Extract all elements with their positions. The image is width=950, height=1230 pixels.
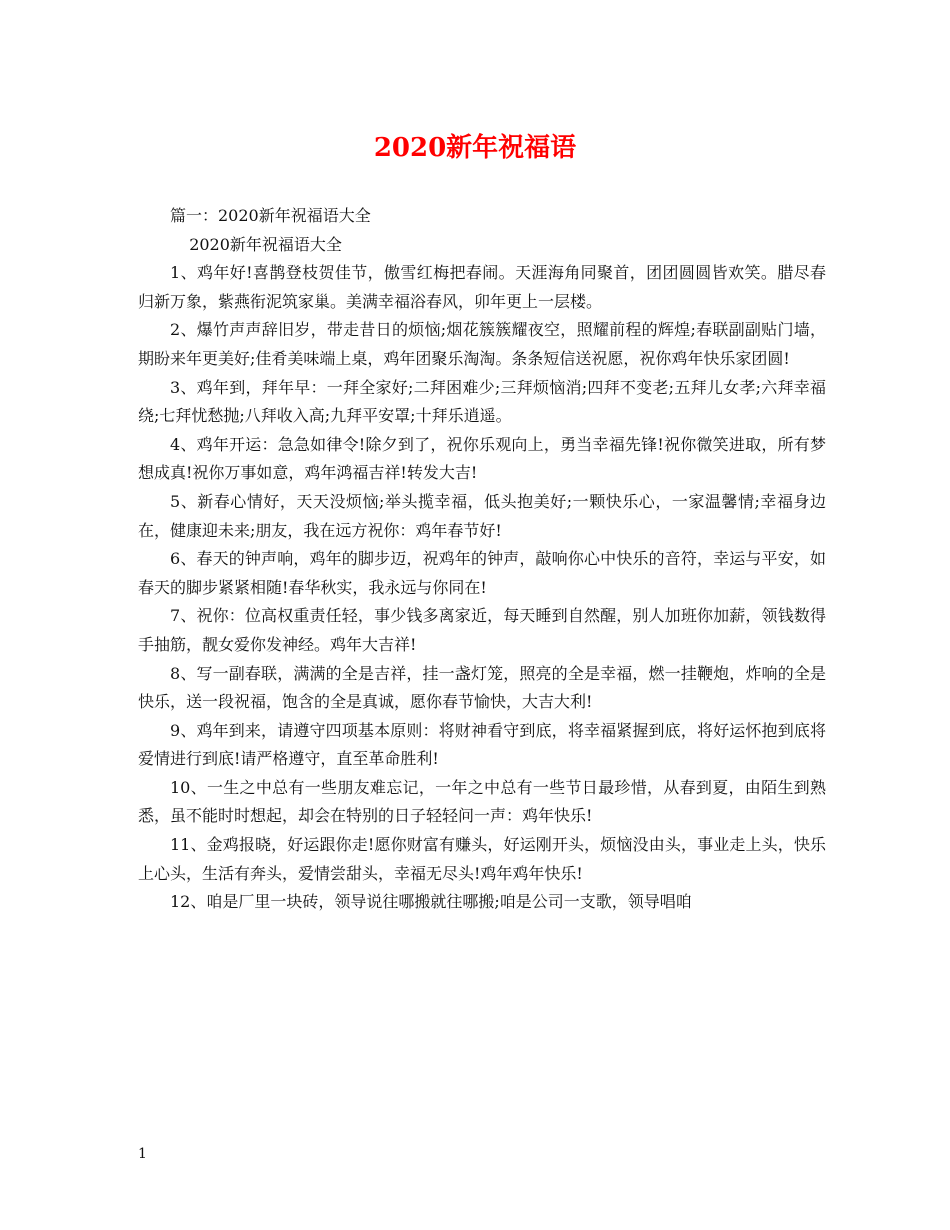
blessing-paragraph-3: 3、鸡年到，拜年早：一拜全家好;二拜困难少;三拜烦恼消;四拜不变老;五拜儿女孝;六拜幸福绕;七拜忧愁抛;八拜收入高;九拜平安罩;十拜乐逍遥。	[138, 377, 826, 426]
sub-heading: 2020新年祝福语大全	[189, 234, 342, 254]
blessing-paragraph-4: 4、鸡年开运：急急如律令!除夕到了，祝你乐观向上，勇当幸福先锋!祝你微笑进取，所有梦想成真!祝你万事如意，鸡年鸿福吉祥!转发大吉!	[138, 434, 826, 483]
blessing-paragraph-9: 9、鸡年到来，请遵守四项基本原则：将财神看守到底，将幸福紧握到底，将好运怀抱到底将爱情进行到底!请严格遵守，直至革命胜利!	[138, 720, 826, 769]
blessing-paragraph-2: 2、爆竹声声辞旧岁，带走昔日的烦恼;烟花簇簇耀夜空，照耀前程的辉煌;春联副副贴门墙，期盼来年更美好;佳肴美味端上桌，鸡年团聚乐淘淘。条条短信送祝愿，祝你鸡年快乐家团圆!	[138, 320, 826, 368]
document-body	[138, 202, 826, 917]
blessing-paragraph-11: 11、金鸡报晓，好运跟你走!愿你财富有赚头，好运刚开头，烦恼没由头，事业走上头，快乐上心头，生活有奔头，爱情尝甜头，幸福无尽头!鸡年鸡年快乐!	[138, 835, 826, 883]
blessing-paragraph-6: 6、春天的钟声响，鸡年的脚步迈，祝鸡年的钟声，敲响你心中快乐的音符，幸运与平安，如春天的脚步紧紧相随!春华秋实，我永远与你同在!	[138, 549, 826, 597]
page-number: 1	[138, 1146, 147, 1162]
blessing-paragraph-8: 8、写一副春联，满满的全是吉祥，挂一盏灯笼，照亮的全是幸福，燃一挂鞭炮，炸响的全是快乐，送一段祝福，饱含的全是真诚，愿你春节愉快，大吉大利!	[138, 663, 826, 712]
document-title: 2020新年祝福语	[373, 133, 577, 163]
blessing-paragraph-1: 1、鸡年好!喜鹊登枝贺佳节，傲雪红梅把春闹。天涯海角同聚首，团团圆圆皆欢笑。腊尽春归新万象，紫燕衔泥筑家巢。美满幸福浴春风，卯年更上一层楼。	[138, 263, 826, 311]
section-heading: 篇一：2020新年祝福语大全	[170, 206, 371, 225]
blessing-paragraph-12: 12、咱是厂里一块砖，领导说往哪搬就往哪搬;咱是公司一支歌，领导唱咱	[170, 892, 692, 912]
blessing-paragraph-10: 10、一生之中总有一些朋友难忘记，一年之中总有一些节日最珍惜，从春到夏，由陌生到熟悉，虽不能时时想起，却会在特别的日子轻轻问一声：鸡年快乐!	[138, 777, 826, 826]
blessing-paragraph-7: 7、祝你：位高权重责任轻，事少钱多离家近，每天睡到自然醒，别人加班你加薪，领钱数得手抽筋，靓女爱你发神经。鸡年大吉祥!	[138, 606, 826, 654]
blessing-paragraph-5: 5、新春心情好，天天没烦恼;举头揽幸福，低头抱美好;一颗快乐心，一家温馨情;幸福身边在，健康迎未来;朋友，我在远方祝你：鸡年春节好!	[138, 491, 826, 540]
